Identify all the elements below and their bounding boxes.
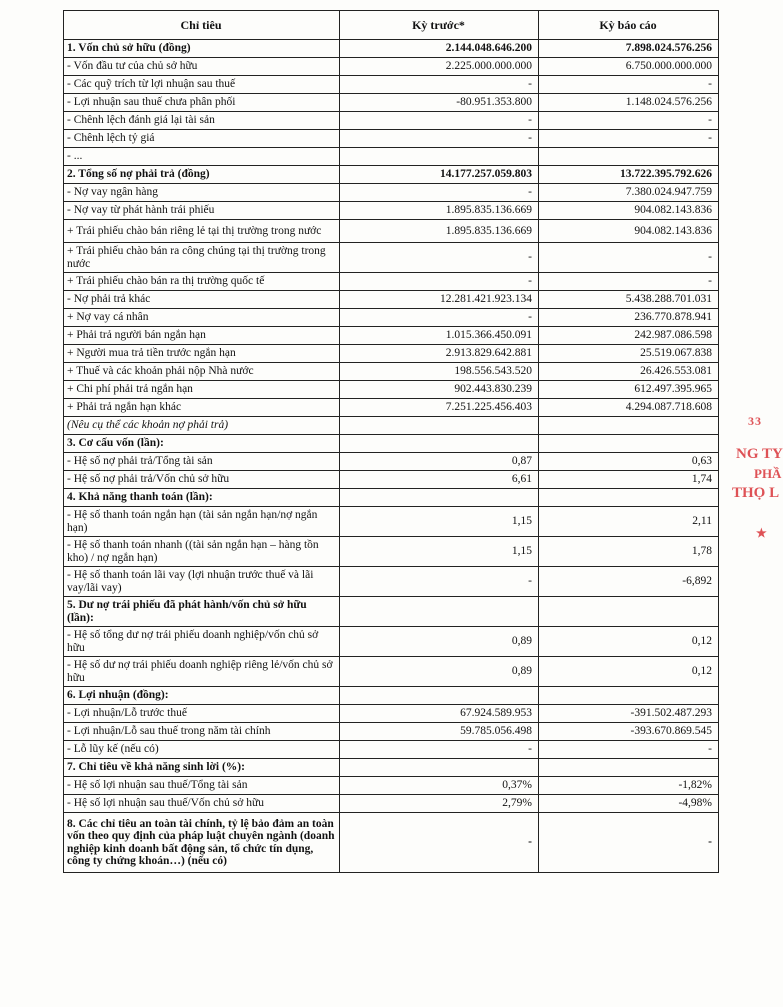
row-label [64, 345, 340, 363]
row-label [64, 309, 340, 327]
row-label [64, 243, 340, 273]
row-label [64, 537, 340, 567]
previous-period-value: - [340, 243, 539, 273]
reporting-period-value [539, 687, 719, 705]
table-row [64, 243, 719, 273]
row-label-line: - Lợi nhuận sau thuế chưa phân phối [67, 96, 236, 109]
previous-period-value: 0,37% [340, 777, 539, 795]
row-label [64, 489, 340, 507]
reporting-period-value [539, 489, 719, 507]
table-row [64, 327, 719, 345]
reporting-period-value: -4,98% [539, 795, 719, 813]
row-label-line: - Hệ số nợ phải trả/Vốn chủ sở hữu [67, 473, 230, 486]
row-label [64, 723, 340, 741]
header-previous-period: Kỳ trước* [340, 11, 539, 40]
row-label-line: hữu [67, 671, 85, 684]
row-label-line: - Hệ số thanh toán ngắn hạn (tài sản ngắn hạn/nợ ngắn [67, 509, 318, 521]
table-row [64, 759, 719, 777]
row-label-line: - Lỗ lũy kế (nếu có) [67, 743, 159, 756]
reporting-period-value: - [539, 130, 719, 148]
header-reporting-period: Kỳ báo cáo [539, 11, 719, 40]
row-label [64, 759, 340, 777]
row-label-line: - Hệ số thanh toán nhanh ((tài sản ngắn hạn – hàng tồn [67, 539, 319, 551]
row-label [64, 76, 340, 94]
previous-period-value [340, 417, 539, 435]
previous-period-value: - [340, 112, 539, 130]
row-label-line: + Trái phiếu chào bán riêng lẻ tại thị trường trong nước [67, 224, 322, 237]
previous-period-value [340, 435, 539, 453]
table-row [64, 345, 719, 363]
row-label-line: hữu [67, 641, 85, 654]
row-label [64, 471, 340, 489]
row-label-line: - Hệ số thanh toán lãi vay (lợi nhuận trước thuế và lãi [67, 569, 314, 581]
previous-period-value: - [340, 741, 539, 759]
reporting-period-value [539, 597, 719, 627]
previous-period-value [340, 597, 539, 627]
table-row [64, 291, 719, 309]
previous-period-value: - [340, 184, 539, 202]
reporting-period-value: 4.294.087.718.608 [539, 399, 719, 417]
reporting-period-value [539, 417, 719, 435]
row-label [64, 112, 340, 130]
row-label [64, 58, 340, 76]
reporting-period-value [539, 148, 719, 166]
row-label-line: + Trái phiếu chào bán ra công chúng tại thị trường trong [67, 245, 326, 257]
seal-star-icon: ★ [756, 526, 767, 540]
reporting-period-value: - [539, 243, 719, 273]
table-row [64, 777, 719, 795]
previous-period-value: 1.895.835.136.669 [340, 202, 539, 220]
row-label-line: + Phải trả ngắn hạn khác [67, 401, 182, 414]
row-label-line: - Lợi nhuận/Lỗ trước thuế [67, 707, 187, 720]
previous-period-value: - [340, 130, 539, 148]
reporting-period-value: 25.519.067.838 [539, 345, 719, 363]
reporting-period-value: -6,892 [539, 567, 719, 597]
previous-period-value: 1,15 [340, 507, 539, 537]
table-row [64, 627, 719, 657]
row-label-line: kho) / nợ ngắn hạn) [67, 551, 158, 564]
table-row [64, 130, 719, 148]
table-row [64, 417, 719, 435]
table-row [64, 705, 719, 723]
row-label [64, 567, 340, 597]
row-label [64, 381, 340, 399]
seal-number: 33 [748, 414, 762, 428]
reporting-period-value: 0,63 [539, 453, 719, 471]
row-label [64, 507, 340, 537]
row-label [64, 291, 340, 309]
previous-period-value: - [340, 813, 539, 873]
row-label [64, 40, 340, 58]
row-label [64, 777, 340, 795]
row-label-line: 3. Cơ cấu vốn (lần): [67, 437, 164, 450]
previous-period-value: 0,89 [340, 627, 539, 657]
row-label [64, 657, 340, 687]
previous-period-value: - [340, 76, 539, 94]
table-row [64, 507, 719, 537]
table-row [64, 58, 719, 76]
reporting-period-value [539, 435, 719, 453]
seal-text-3: THỌ L [732, 485, 780, 501]
previous-period-value: 6,61 [340, 471, 539, 489]
previous-period-value: 1.015.366.450.091 [340, 327, 539, 345]
row-label-line: - Các quỹ trích từ lợi nhuận sau thuế [67, 78, 236, 91]
table-row [64, 741, 719, 759]
row-label [64, 627, 340, 657]
table-row [64, 567, 719, 597]
row-label-line: - Hệ số tổng dư nợ trái phiếu doanh nghiệp/vốn chủ sở [67, 629, 319, 641]
row-label [64, 741, 340, 759]
row-label-line: (Nêu cụ thể các khoản nợ phải trả) [67, 419, 229, 432]
previous-period-value: 1.895.835.136.669 [340, 220, 539, 243]
row-label [64, 184, 340, 202]
reporting-period-value: 1,74 [539, 471, 719, 489]
table-row [64, 94, 719, 112]
table-row [64, 166, 719, 184]
header-indicator: Chỉ tiêu [64, 11, 340, 40]
row-label-line: + Người mua trả tiền trước ngắn hạn [67, 347, 236, 360]
table-row [64, 657, 719, 687]
row-label-line: nghiệp kinh doanh bất động sản, tổ chức tín dụng, [67, 842, 314, 855]
seal-text-1: NG TY [736, 446, 783, 462]
reporting-period-value: 6.750.000.000.000 [539, 58, 719, 76]
row-label [64, 94, 340, 112]
reporting-period-value: - [539, 112, 719, 130]
row-label [64, 363, 340, 381]
reporting-period-value [539, 759, 719, 777]
reporting-period-value: -1,82% [539, 777, 719, 795]
row-label-line: - Chênh lệch tỷ giá [67, 132, 155, 145]
row-label [64, 399, 340, 417]
row-label-line: 1. Vốn chủ sở hữu (đồng) [67, 42, 191, 55]
row-label [64, 435, 340, 453]
reporting-period-value: 0,12 [539, 627, 719, 657]
row-label-line: + Phải trả người bán ngắn hạn [67, 329, 206, 342]
row-label-line: hạn) [67, 521, 88, 534]
previous-period-value: 7.251.225.456.403 [340, 399, 539, 417]
previous-period-value: 198.556.543.520 [340, 363, 539, 381]
table-body [64, 40, 719, 873]
row-label-line: - Hệ số lợi nhuận sau thuế/Vốn chủ sở hữu [67, 797, 264, 810]
reporting-period-value: 5.438.288.701.031 [539, 291, 719, 309]
previous-period-value: - [340, 273, 539, 291]
row-label-line: - Hệ số lợi nhuận sau thuế/Tổng tài sản [67, 779, 248, 792]
table-row [64, 537, 719, 567]
row-label [64, 795, 340, 813]
reporting-period-value: 2,11 [539, 507, 719, 537]
previous-period-value: 2,79% [340, 795, 539, 813]
previous-period-value: 2.225.000.000.000 [340, 58, 539, 76]
row-label-line: + Trái phiếu chào bán ra thị trường quốc tế [67, 275, 265, 288]
previous-period-value: 14.177.257.059.803 [340, 166, 539, 184]
row-label [64, 687, 340, 705]
financial-indicators-table [63, 10, 719, 873]
row-label [64, 166, 340, 184]
row-label-line: (lần): [67, 611, 94, 624]
table-row [64, 687, 719, 705]
table-row [64, 202, 719, 220]
table-row [64, 723, 719, 741]
row-label [64, 327, 340, 345]
previous-period-value: 12.281.421.923.134 [340, 291, 539, 309]
previous-period-value [340, 687, 539, 705]
table-row [64, 795, 719, 813]
reporting-period-value: 7.898.024.576.256 [539, 40, 719, 58]
row-label-line: - Hệ số nợ phải trả/Tổng tài sản [67, 455, 213, 468]
row-label-line: - Hệ số dư nợ trái phiếu doanh nghiệp riêng lẻ/vốn chủ sở [67, 659, 333, 671]
row-label-line: - Nợ phải trả khác [67, 293, 151, 306]
row-label-line: - Nợ vay từ phát hành trái phiếu [67, 204, 215, 217]
row-label-line: vốn theo quy định của pháp luật chuyên ngành (doanh [67, 830, 335, 842]
table-row [64, 112, 719, 130]
previous-period-value [340, 489, 539, 507]
previous-period-value: 2.144.048.646.200 [340, 40, 539, 58]
table-row [64, 273, 719, 291]
reporting-period-value: - [539, 813, 719, 873]
table-header-row [64, 11, 719, 40]
reporting-period-value: 236.770.878.941 [539, 309, 719, 327]
table-row [64, 381, 719, 399]
table-row [64, 76, 719, 94]
row-label-line: 6. Lợi nhuận (đồng): [67, 689, 169, 702]
reporting-period-value: 904.082.143.836 [539, 220, 719, 243]
previous-period-value: - [340, 567, 539, 597]
row-label [64, 273, 340, 291]
reporting-period-value: 242.987.086.598 [539, 327, 719, 345]
row-label-line: 2. Tổng số nợ phải trả (đồng) [67, 168, 210, 181]
previous-period-value: - [340, 309, 539, 327]
previous-period-value: 902.443.830.239 [340, 381, 539, 399]
reporting-period-value: -393.670.869.545 [539, 723, 719, 741]
row-label-line: - Vốn đầu tư của chủ sở hữu [67, 60, 198, 73]
row-label-line: - Nợ vay ngân hàng [67, 186, 159, 199]
row-label [64, 813, 340, 873]
previous-period-value: 0,87 [340, 453, 539, 471]
table-row [64, 184, 719, 202]
reporting-period-value: 904.082.143.836 [539, 202, 719, 220]
table-row [64, 813, 719, 873]
reporting-period-value: 1.148.024.576.256 [539, 94, 719, 112]
company-seal-fragment [728, 408, 783, 558]
row-label-line: + Thuế và các khoản phải nộp Nhà nước [67, 365, 254, 378]
row-label [64, 597, 340, 627]
previous-period-value: 0,89 [340, 657, 539, 687]
reporting-period-value: 13.722.395.792.626 [539, 166, 719, 184]
previous-period-value [340, 148, 539, 166]
previous-period-value: 1,15 [340, 537, 539, 567]
row-label-line: công ty chứng khoán…) (nếu có) [67, 855, 227, 867]
row-label-line: 8. Các chỉ tiêu an toàn tài chính, tỷ lệ bảo đảm an toàn [67, 817, 334, 830]
reporting-period-value: 26.426.553.081 [539, 363, 719, 381]
table-row [64, 435, 719, 453]
reporting-period-value: - [539, 273, 719, 291]
reporting-period-value: 7.380.024.947.759 [539, 184, 719, 202]
row-label-line: vay/lãi vay) [67, 581, 122, 594]
reporting-period-value: - [539, 741, 719, 759]
previous-period-value: 59.785.056.498 [340, 723, 539, 741]
table-row [64, 220, 719, 243]
table-row [64, 40, 719, 58]
row-label-line: 4. Khả năng thanh toán (lần): [67, 491, 213, 504]
reporting-period-value: - [539, 76, 719, 94]
reporting-period-value: -391.502.487.293 [539, 705, 719, 723]
previous-period-value: 2.913.829.642.881 [340, 345, 539, 363]
table-row [64, 471, 719, 489]
table-row [64, 597, 719, 627]
row-label-line: - ... [67, 150, 83, 163]
previous-period-value [340, 759, 539, 777]
table-row [64, 148, 719, 166]
row-label [64, 417, 340, 435]
previous-period-value: -80.951.353.800 [340, 94, 539, 112]
table-row [64, 489, 719, 507]
row-label [64, 130, 340, 148]
row-label-line: + Chi phí phải trả ngắn hạn [67, 383, 193, 396]
row-label [64, 148, 340, 166]
seal-text-2: PHẦ [754, 466, 782, 481]
row-label-line: + Nợ vay cá nhân [67, 311, 149, 324]
row-label [64, 220, 340, 243]
previous-period-value: 67.924.589.953 [340, 705, 539, 723]
table-row [64, 309, 719, 327]
row-label-line: - Lợi nhuận/Lỗ sau thuế trong năm tài chính [67, 725, 271, 738]
row-label [64, 453, 340, 471]
row-label-line: nước [67, 257, 91, 270]
table-row [64, 363, 719, 381]
row-label-line: 7. Chỉ tiêu về khả năng sinh lời (%): [67, 761, 245, 774]
reporting-period-value: 0,12 [539, 657, 719, 687]
row-label [64, 705, 340, 723]
reporting-period-value: 612.497.395.965 [539, 381, 719, 399]
table-row [64, 399, 719, 417]
row-label [64, 202, 340, 220]
table-row [64, 453, 719, 471]
row-label-line: - Chênh lệch đánh giá lại tài sản [67, 114, 215, 127]
reporting-period-value: 1,78 [539, 537, 719, 567]
row-label-line: 5. Dư nợ trái phiếu đã phát hành/vốn chủ sở hữu [67, 599, 307, 611]
